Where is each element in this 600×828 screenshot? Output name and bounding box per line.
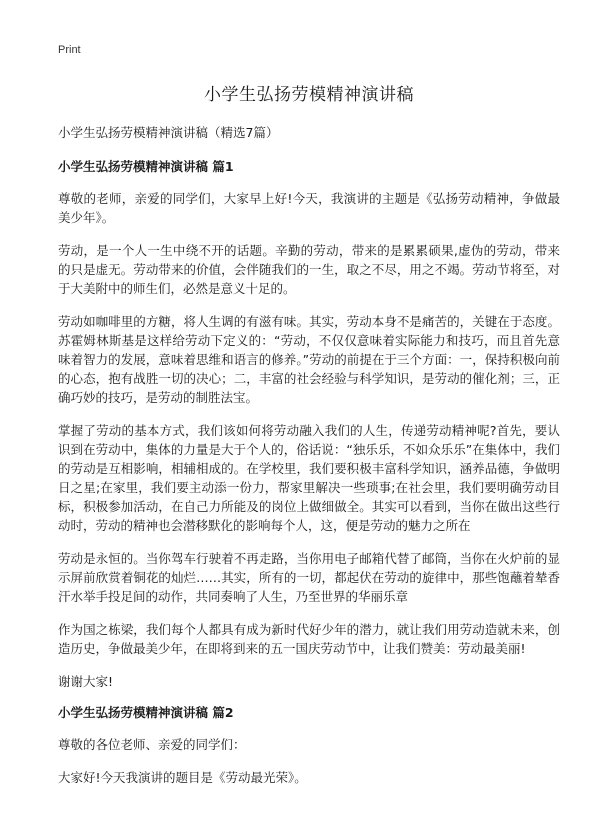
document-subtitle: 小学生弘扬劳模精神演讲稿（精选7篇） [58,125,279,140]
paragraph: 劳动，是一个人一生中绕不开的话题。辛勤的劳动，带来的是累累硕果,虚伪的劳动，带来的只是虚无。劳动带来的价值，会伴随我们的一生，取之不尽，用之不竭。劳动节将至，对于大美附中的师生们，必然是意义十足的。 [58,243,560,296]
paragraph: 作为国之栋梁，我们每个人都具有成为新时代好少年的潜力，就让我们用劳动造就未来，创造历史，争做最美少年，在即将到来的五一国庆劳动节中，让我们赞美：劳动最美丽! [58,622,560,656]
paragraph: 尊敬的各位老师、亲爱的同学们： [58,737,246,752]
paragraph: 掌握了劳动的基本方式，我们该如何将劳动融入我们的人生，传递劳动精神呢?首先，要认识到在劳动中，集体的力量是大于个人的，俗话说：“独乐乐，不如众乐乐”在集体中，我们的劳动是互相影响，相辅相成的。在学校里，我们要积极丰富科学知识，涵养品德，争做明日之星;在家里，我们要主动添一份力，帮家里解决一些琐事;在社会里，我们要明确劳动目标，积极参加活动，在自己力所能及的岗位上做细做全。其实可以看到，当你在做出这些行动时，劳动的精神也会潜移默化的影响每个人，这，便是劳动的魅力之所在 [58,423,560,533]
document-title: 小学生弘扬劳模精神演讲稿 [204,85,414,105]
section-heading-1: 小学生弘扬劳模精神演讲稿 篇1 [58,159,234,174]
paragraph: 谢谢大家! [58,674,114,689]
paragraph: 劳动如咖啡里的方糖，将人生调的有滋有味。其实，劳动本身不是痛苦的，关键在于态度。苏霍姆林斯基是这样给劳动下定义的：“劳动，不仅仅意味着实际能力和技巧，而且首先意味着智力的发展，意味着思维和语言的修养。”劳动的前提在于三个方面：一，保持积极向前的心态，抱有战胜一切的决心；二，丰富的社会经验与科学知识，是劳动的催化剂；三，正确巧妙的技巧，是劳动的制胜法宝。 [58,314,560,405]
paragraph: 劳动是永恒的。当你驾车行驶着不再走路，当你用电子邮箱代替了邮筒，当你在火炉前的显示屏前欣赏着铜花的灿烂……其实，所有的一切，都起伏在劳动的旋律中，那些饱蘸着辇香汗水举手投足间的动作，共同奏响了人生，乃至世界的华丽乐章 [58,551,560,604]
paragraph: 大家好!今天我演讲的题目是《劳动最光荣》。 [58,770,307,785]
print-label: Print [58,44,81,56]
paragraph: 尊敬的老师，亲爱的同学们，大家早上好!今天，我演讲的主题是《弘扬劳动精神，争做最美少年》。 [58,191,560,225]
section-heading-2: 小学生弘扬劳模精神演讲稿 篇2 [58,705,234,720]
